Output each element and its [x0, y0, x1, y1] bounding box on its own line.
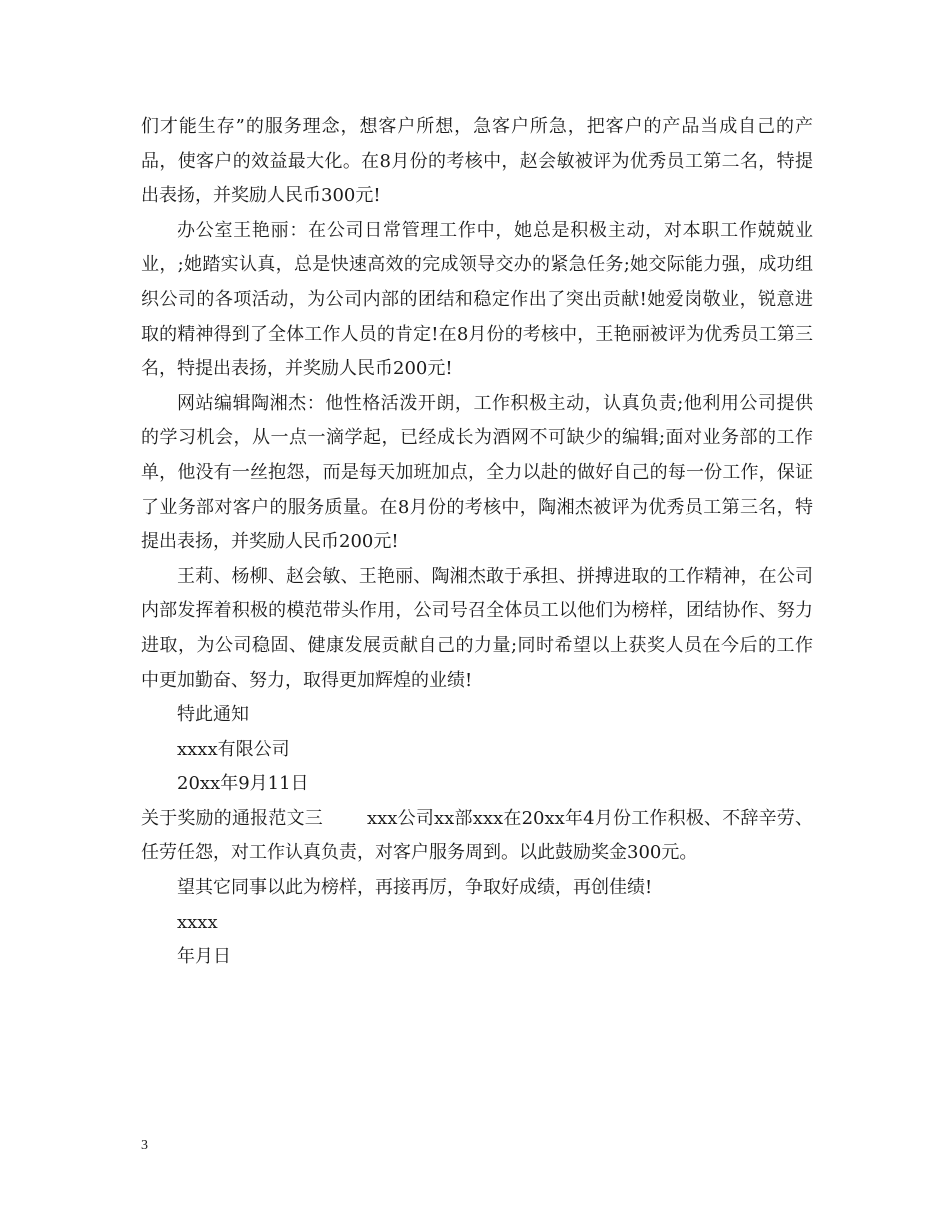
closing-encouragement: 望其它同事以此为榜样，再接再厉，争取好成绩，再创佳绩! [177, 877, 653, 899]
signature-date: 20xx年9月11日 [177, 773, 309, 795]
section-body: xxx公司xx部xxx在20xx年4月份工作积极、不辞辛劳、任劳任怨，对工作认真负责，对客户服务周到。以此鼓励奖金300元。 [141, 807, 814, 864]
section-paragraph [141, 802, 813, 871]
paragraph-tao-xiangjie: 网站编辑陶湘杰：他性格活泼开朗，工作积极主动，认真负责;他利用公司提供的学习机会，从一点一滴学起，已经成长为酒网不可缺少的编辑;面对业务部的工作单，他没有一丝抱怨，而是每天加班加点，全力以赴的做好自己的每一份工作，保证了业务部对客户的服务质量。在8月份的考核中，陶湘杰被评为优秀员工第三名，特提出表扬，并奖励人民币200元! [141, 392, 813, 553]
page-number: 3 [141, 1138, 148, 1153]
section-title: 关于奖励的通报范文三 [141, 807, 323, 829]
paragraph-continuation: 们才能生存”的服务理念，想客户所想，急客户所急，把客户的产品当成自己的产品，使客户的效益最大化。在8月份的考核中，赵会敏被评为优秀员工第二名，特提出表扬，并奖励人民币300元! [141, 116, 813, 207]
notice-line: 特此通知 [177, 704, 249, 726]
closing-date: 年月日 [177, 946, 231, 968]
document-body [141, 110, 813, 975]
paragraph-summary: 王莉、杨柳、赵会敏、王艳丽、陶湘杰敢于承担、拼搏进取的工作精神，在公司内部发挥着积极的模范带头作用，公司号召全体员工以他们为榜样，团结协作、努力进取，为公司稳固、健康发展贡献自己的力量;同时希望以上获奖人员在今后的工作中更加勤奋、努力，取得更加辉煌的业绩! [141, 565, 813, 691]
paragraph-wang-yanli: 办公室王艳丽：在公司日常管理工作中，她总是积极主动，对本职工作兢兢业业，;她踏实认真，总是快速高效的完成领导交办的紧急任务;她交际能力强，成功组织公司的各项活动，为公司内部的团结和稳定作出了突出贡献!她爱岗敬业，锐意进取的精神得到了全体工作人员的肯定!在8月份的考核中，王艳丽被评为优秀员工第三名，特提出表扬，并奖励人民币200元! [141, 219, 813, 380]
company-signature: xxxx有限公司 [177, 738, 290, 760]
closing-signature: xxxx [177, 911, 218, 933]
